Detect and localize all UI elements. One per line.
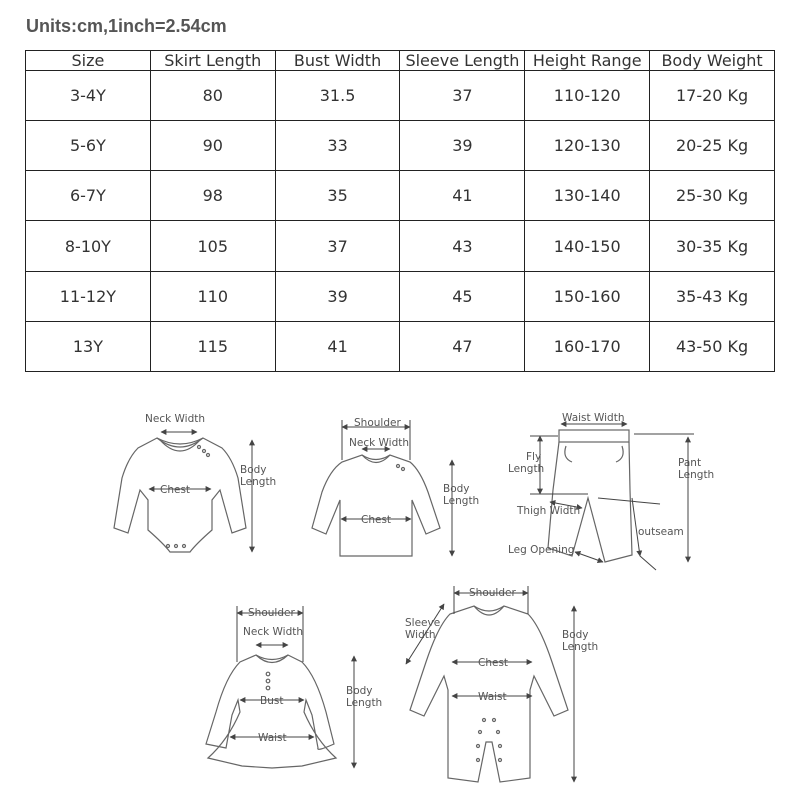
sweater-chest-label: Chest — [361, 514, 392, 526]
dress-waist-label: Waist — [258, 732, 287, 744]
cell-height-range: 150-160 — [525, 271, 650, 321]
measurement-diagrams — [0, 395, 800, 800]
bodysuit-length-label: Length — [240, 476, 277, 488]
pants-diagram — [548, 430, 632, 562]
cell-skirt-length: 115 — [150, 321, 275, 371]
cell-body-weight: 30-35 Kg — [650, 221, 775, 271]
table-header-row — [26, 51, 775, 71]
dress-neck-width-label: Neck Width — [243, 626, 304, 638]
cell-body-weight: 25-30 Kg — [650, 171, 775, 221]
cell-bust-width: 33 — [275, 121, 400, 171]
romper-body-label: Body — [562, 629, 589, 641]
cell-bust-width: 37 — [275, 221, 400, 271]
sweater-body-label: Body — [443, 483, 470, 495]
size-chart-table — [25, 50, 775, 372]
cell-sleeve-length: 45 — [400, 271, 525, 321]
sweater-shoulder-label: Shoulder — [354, 417, 401, 429]
cell-skirt-length: 110 — [150, 271, 275, 321]
cell-bust-width: 35 — [275, 171, 400, 221]
romper-length-label: Length — [562, 641, 599, 653]
cell-body-weight: 17-20 Kg — [650, 71, 775, 121]
dress-shoulder-label: Shoulder — [248, 607, 295, 619]
cell-skirt-length: 90 — [150, 121, 275, 171]
pants-pant-length-label: Length — [678, 469, 715, 481]
sweater-length-label: Length — [443, 495, 480, 507]
cell-size: 3-4Y — [26, 71, 151, 121]
cell-height-range: 120-130 — [525, 121, 650, 171]
cell-height-range: 140-150 — [525, 221, 650, 271]
cell-sleeve-length: 41 — [400, 171, 525, 221]
pants-outseam-label: outseam — [638, 526, 684, 538]
table-row — [26, 271, 775, 321]
dress-length-label: Length — [346, 697, 383, 709]
cell-bust-width: 39 — [275, 271, 400, 321]
header-skirt-length: Skirt Length — [150, 51, 275, 71]
romper-chest-label: Chest — [478, 657, 509, 669]
cell-sleeve-length: 37 — [400, 71, 525, 121]
cell-sleeve-length: 43 — [400, 221, 525, 271]
romper-waist-label: Waist — [478, 691, 507, 703]
header-height-range: Height Range — [525, 51, 650, 71]
table-row — [26, 221, 775, 271]
cell-height-range: 110-120 — [525, 71, 650, 121]
pants-fly-label: Fly — [526, 451, 542, 463]
cell-height-range: 160-170 — [525, 321, 650, 371]
bodysuit-chest-label: Chest — [160, 484, 191, 496]
table-row — [26, 121, 775, 171]
cell-body-weight: 20-25 Kg — [650, 121, 775, 171]
table-row — [26, 321, 775, 371]
cell-size: 13Y — [26, 321, 151, 371]
pants-waist-width-label: Waist Width — [562, 412, 625, 424]
cell-body-weight: 35-43 Kg — [650, 271, 775, 321]
table-row — [26, 171, 775, 221]
pants-fly-length-label: Length — [508, 463, 545, 475]
header-body-weight: Body Weight — [650, 51, 775, 71]
dress-body-label: Body — [346, 685, 373, 697]
cell-size: 8-10Y — [26, 221, 151, 271]
romper-sleeve-label: Sleeve — [405, 617, 441, 629]
cell-skirt-length: 105 — [150, 221, 275, 271]
romper-width-label: Width — [405, 629, 436, 641]
sweater-neck-width-label: Neck Width — [349, 437, 410, 449]
dress-diagram — [206, 655, 336, 768]
header-size: Size — [26, 51, 151, 71]
units-note: Units:cm,1inch=2.54cm — [26, 16, 227, 36]
header-sleeve-length: Sleeve Length — [400, 51, 525, 71]
cell-size: 5-6Y — [26, 121, 151, 171]
cell-bust-width: 41 — [275, 321, 400, 371]
cell-skirt-length: 98 — [150, 171, 275, 221]
sweater-diagram — [312, 455, 440, 556]
bodysuit-body-label: Body — [240, 464, 267, 476]
cell-height-range: 130-140 — [525, 171, 650, 221]
cell-skirt-length: 80 — [150, 71, 275, 121]
pants-pant-label: Pant — [678, 457, 702, 469]
pants-leg-opening-label: Leg Opening — [508, 544, 575, 556]
cell-sleeve-length: 47 — [400, 321, 525, 371]
bodysuit-neck-width-label: Neck Width — [145, 413, 206, 425]
header-bust-width: Bust Width — [275, 51, 400, 71]
cell-bust-width: 31.5 — [275, 71, 400, 121]
cell-size: 6-7Y — [26, 171, 151, 221]
table-row — [26, 71, 775, 121]
cell-sleeve-length: 39 — [400, 121, 525, 171]
dress-bust-label: Bust — [260, 695, 284, 707]
pants-thigh-width-label: Thigh Width — [517, 505, 581, 517]
romper-shoulder-label: Shoulder — [469, 587, 516, 599]
cell-size: 11-12Y — [26, 271, 151, 321]
cell-body-weight: 43-50 Kg — [650, 321, 775, 371]
